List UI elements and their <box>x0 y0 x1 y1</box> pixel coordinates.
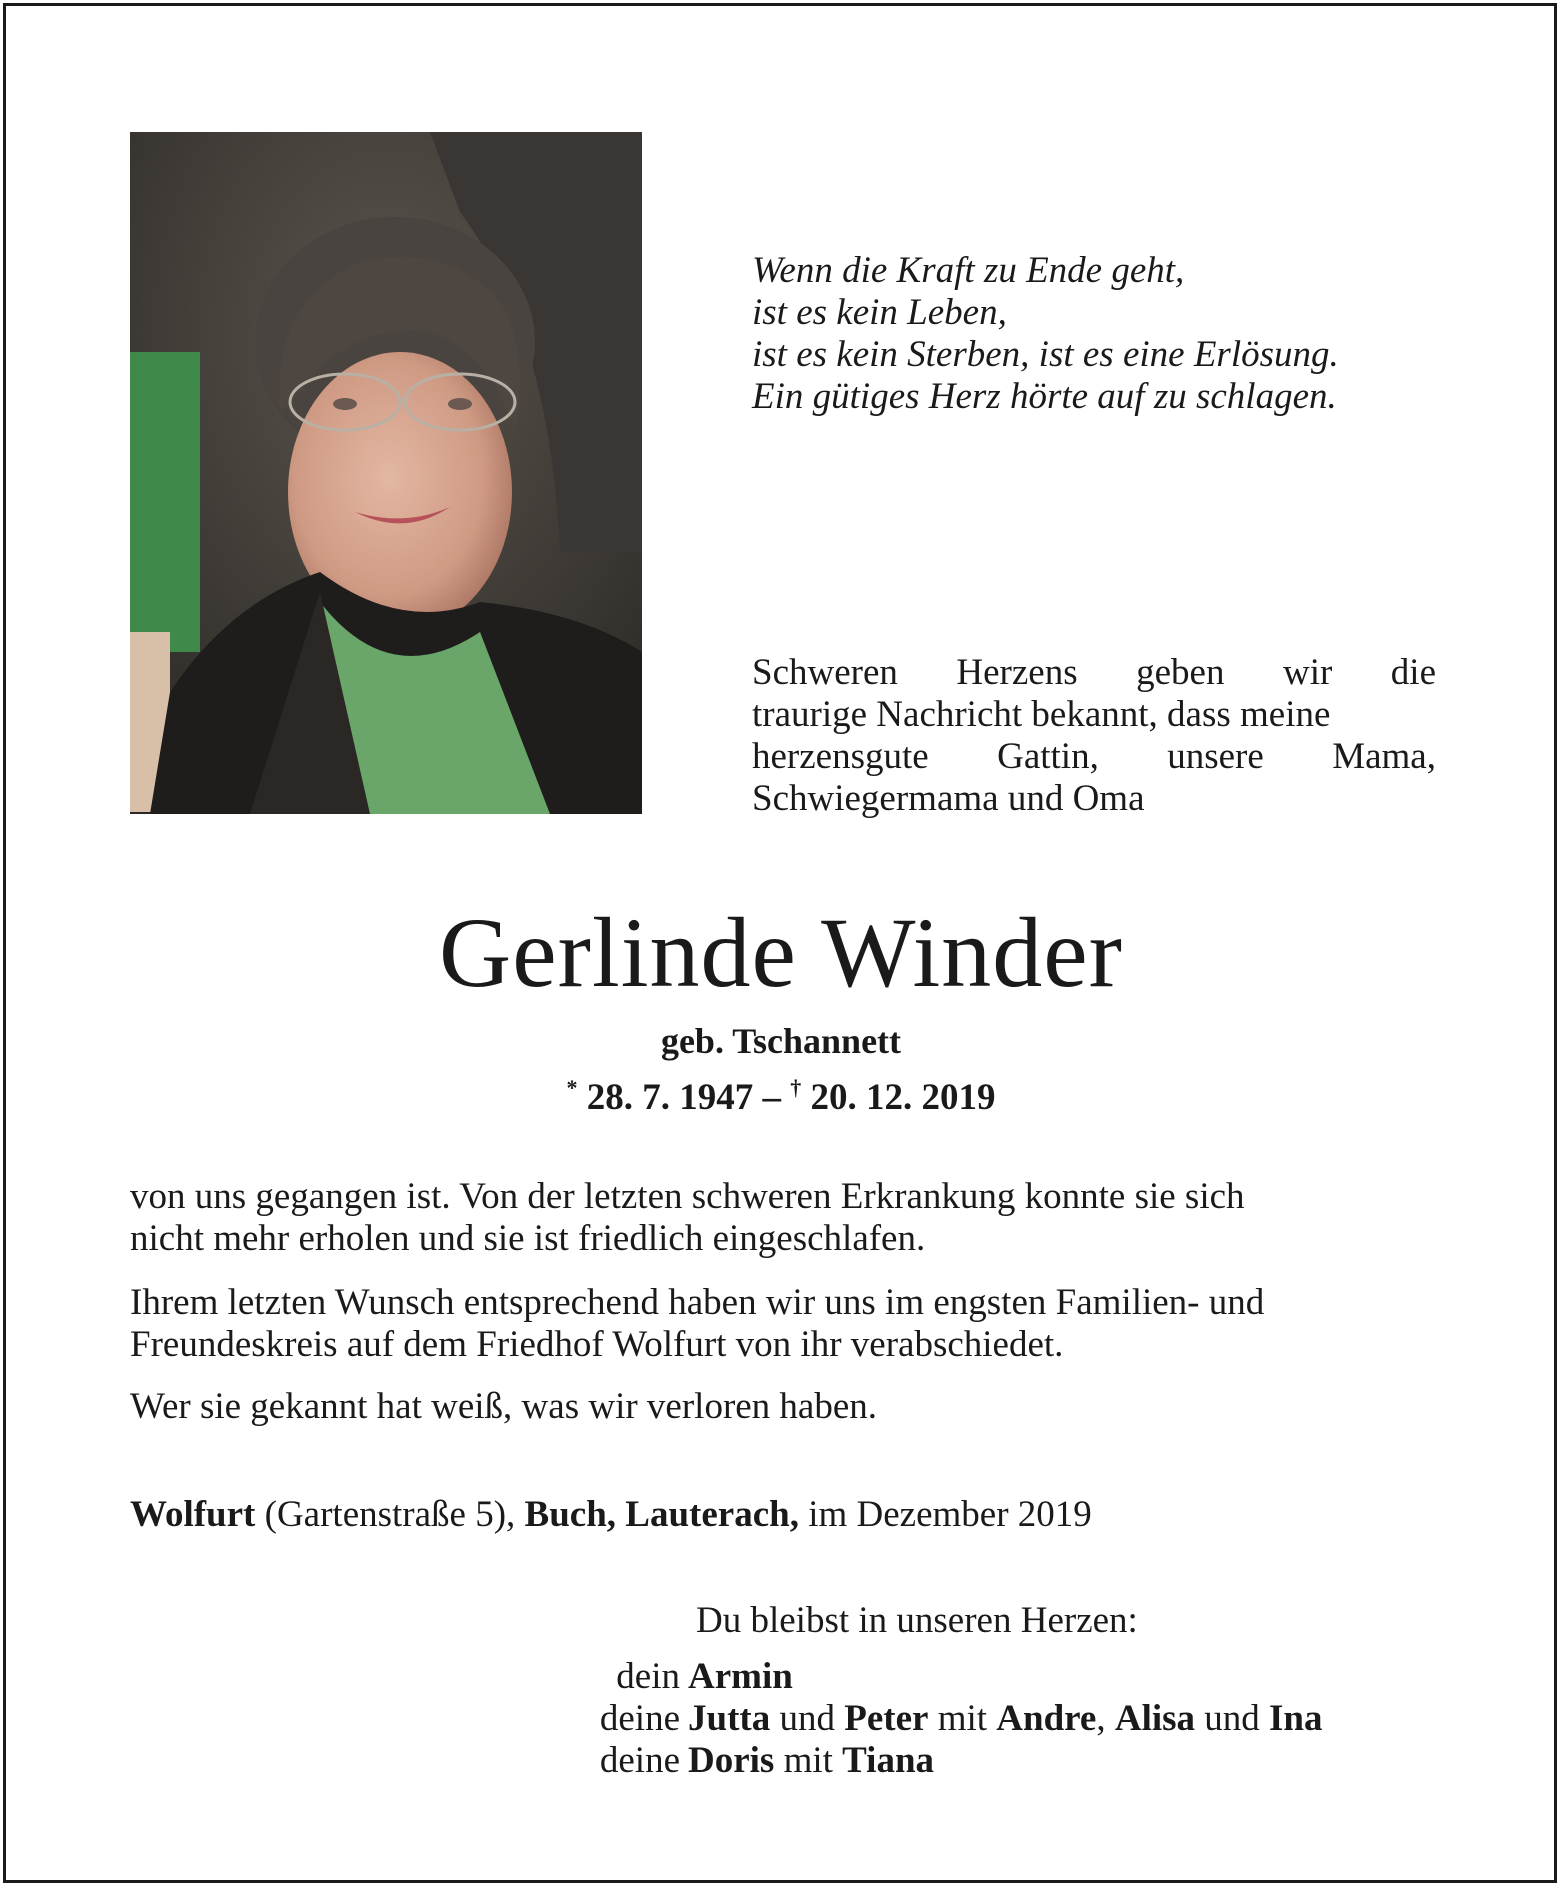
family-label: deine <box>599 1698 680 1739</box>
poem-line: ist es kein Sterben, ist es eine Erlösung. <box>752 334 1339 375</box>
towns-buch-lauterach: Buch, Lauterach, <box>524 1494 799 1535</box>
family-name: Tiana <box>842 1740 935 1781</box>
family-list <box>560 1656 1460 1782</box>
poem-line: Ein gütiges Herz hörte auf zu schlagen. <box>752 376 1337 417</box>
deceased-name: Gerlinde Winder <box>439 897 1123 1008</box>
date-separator: – <box>762 1077 781 1118</box>
intro-text <box>752 652 1436 820</box>
paragraph-line: Freundeskreis auf dem Friedhof Wolfurt von ihr verabschiedet. <box>130 1324 1064 1365</box>
intro-word: unsere <box>1167 736 1264 777</box>
poem-line: ist es kein Leben, <box>752 292 1007 333</box>
intro-word: herzensgute <box>752 736 929 777</box>
family-row <box>560 1698 1460 1740</box>
intro-word: Gattin, <box>997 736 1099 777</box>
family-name: Ina <box>1269 1698 1323 1739</box>
family-names <box>688 1698 1323 1740</box>
portrait-image <box>130 132 642 814</box>
family-name: Doris <box>688 1740 775 1781</box>
intro-line: Schwiegermama und Oma <box>752 778 1145 819</box>
intro-word: Mama, <box>1332 736 1436 777</box>
heart-line: Du bleibst in unseren Herzen: <box>696 1600 1138 1641</box>
birth-symbol: * <box>566 1075 578 1100</box>
birth-date: 28. 7. 1947 <box>586 1077 754 1118</box>
family-name: Peter <box>844 1698 929 1739</box>
intro-line: traurige Nachricht bekannt, dass meine <box>752 694 1331 735</box>
poem-verse <box>752 250 1452 418</box>
family-name: Andre <box>996 1698 1097 1739</box>
place-and-date <box>130 1494 1440 1536</box>
paragraph-line: nicht mehr erholen und sie ist friedlich eingeschlafen. <box>130 1218 926 1259</box>
connector: und <box>770 1698 845 1739</box>
poem-line: Wenn die Kraft zu Ende geht, <box>752 250 1185 291</box>
connector: , <box>1096 1698 1115 1739</box>
connector: mit <box>774 1740 843 1781</box>
connector: mit <box>928 1698 997 1739</box>
paragraph-line: von uns gegangen ist. Von der letzten schweren Erkrankung konnte sie sich <box>130 1176 1245 1217</box>
paragraph-1 <box>130 1176 1440 1260</box>
intro-word: die <box>1390 652 1436 693</box>
family-name: Alisa <box>1114 1698 1196 1739</box>
family-row <box>560 1740 1460 1782</box>
intro-line <box>752 736 1436 778</box>
family-label: deine <box>599 1740 680 1781</box>
month-year: im Dezember 2019 <box>798 1494 1092 1535</box>
address: (Gartenstraße 5), <box>255 1494 525 1535</box>
death-symbol: † <box>790 1075 802 1100</box>
family-name: Armin <box>688 1656 793 1697</box>
birth-name: geb. Tschannett <box>660 1021 902 1061</box>
portrait-photo <box>130 132 642 814</box>
intro-word: Herzens <box>956 652 1078 693</box>
paragraph-line: Wer sie gekannt hat weiß, was wir verloren haben. <box>130 1386 878 1427</box>
connector: und <box>1195 1698 1270 1739</box>
intro-word: wir <box>1282 652 1333 693</box>
death-date: 20. 12. 2019 <box>810 1077 996 1118</box>
paragraph-3 <box>130 1386 1440 1428</box>
paragraph-2 <box>130 1282 1440 1366</box>
town-wolfurt: Wolfurt <box>130 1494 256 1535</box>
family-name: Jutta <box>688 1698 771 1739</box>
family-row <box>560 1656 1460 1698</box>
intro-line <box>752 652 1436 694</box>
paragraph-line: Ihrem letzten Wunsch entsprechend haben wir uns im engsten Familien- und <box>130 1282 1265 1323</box>
family-names <box>688 1740 934 1782</box>
intro-word: Schweren <box>752 652 898 693</box>
life-dates <box>0 1066 1562 1120</box>
family-label: dein <box>616 1656 680 1697</box>
intro-word: geben <box>1136 652 1225 693</box>
